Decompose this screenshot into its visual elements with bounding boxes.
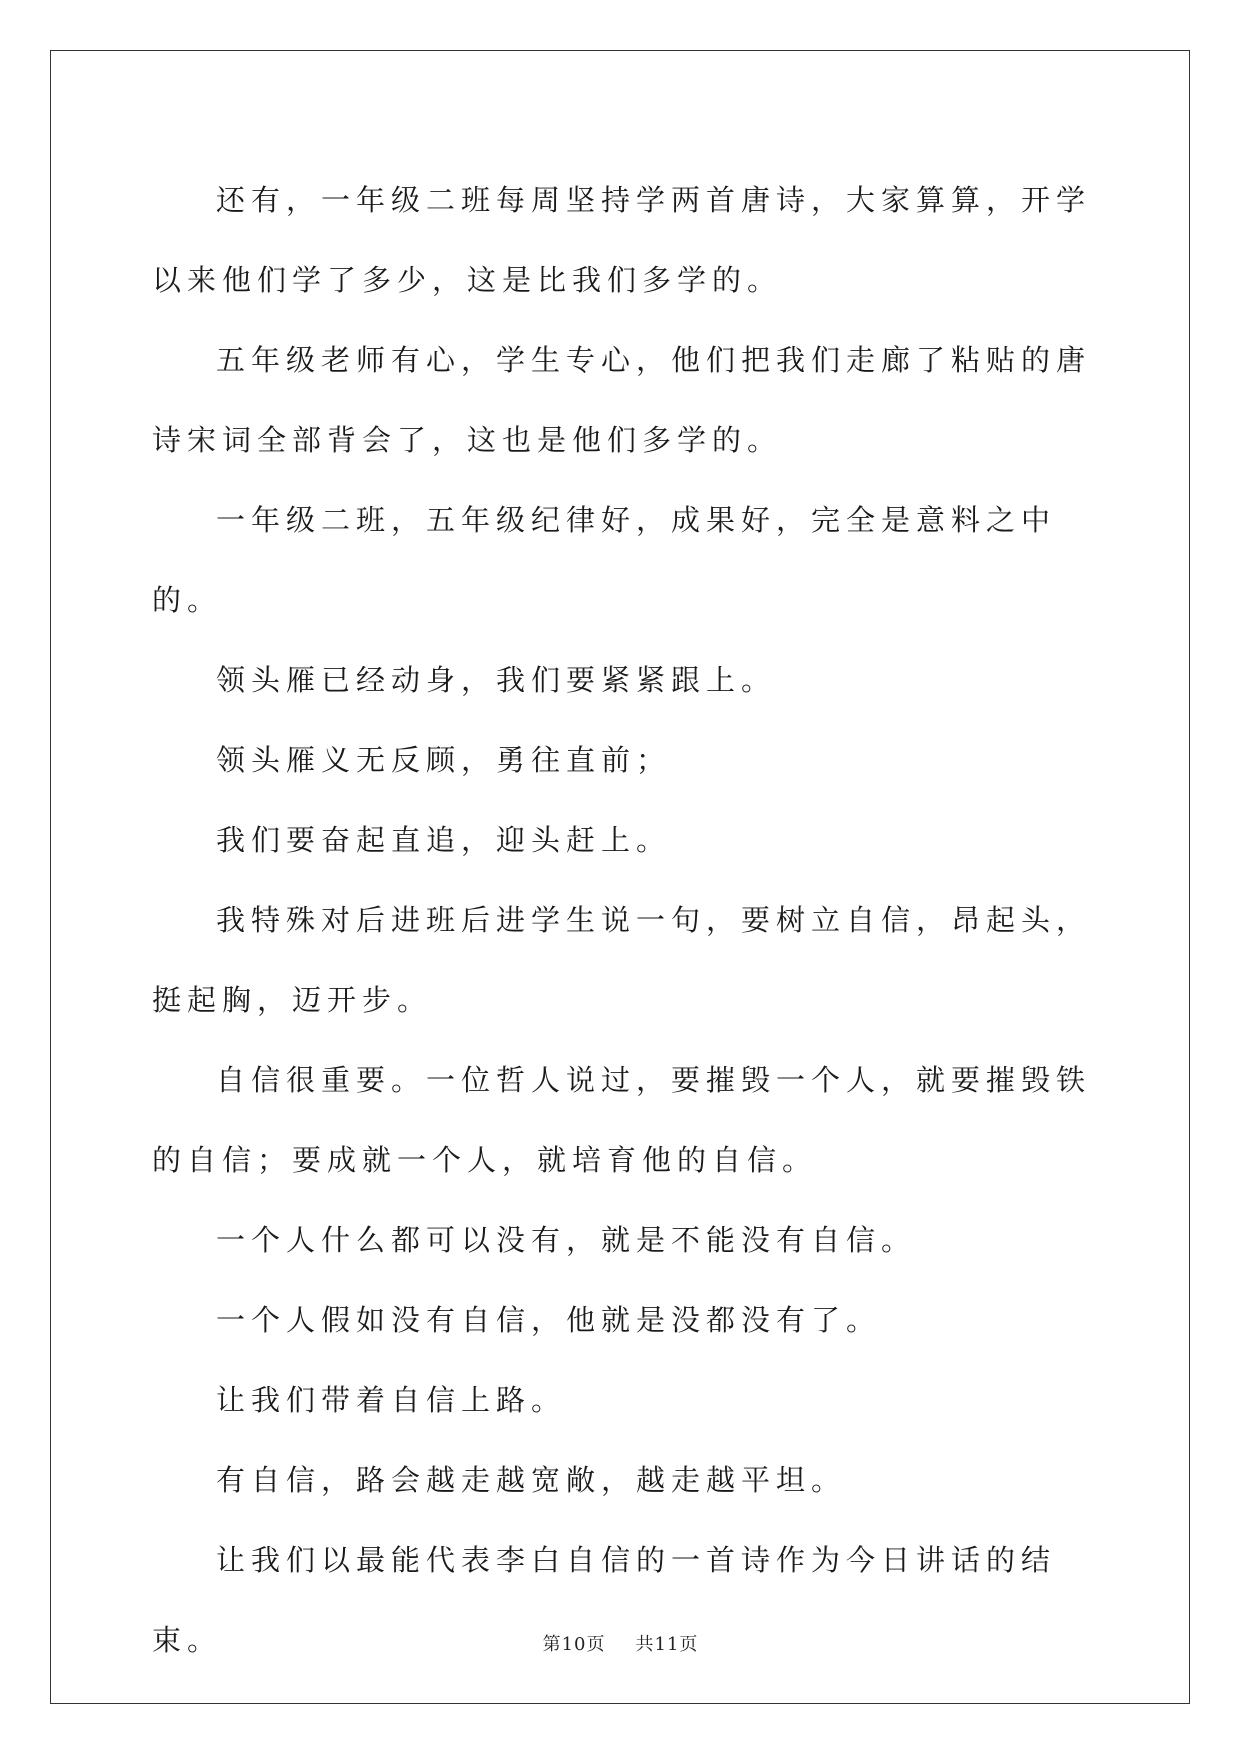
paragraph: 领头雁义无反顾，勇往直前； [216, 743, 672, 777]
current-page-label: 第10页 [542, 1634, 606, 1655]
paragraph: 一个人什么都可以没有，就是不能没有自信。 [216, 1223, 917, 1257]
total-pages-label: 共11页 [635, 1634, 699, 1655]
paragraph: 五年级老师有心，学生专心，他们把我们走廊了粘贴的唐诗宋词全部背会了，这也是他们多学的。 [152, 343, 1092, 457]
paragraph: 让我们带着自信上路。 [216, 1383, 567, 1417]
paragraph: 让我们以最能代表李白自信的一首诗作为今日讲话的结束。 [152, 1543, 1057, 1657]
paragraph: 一年级二班，五年级纪律好，成果好，完全是意料之中的。 [152, 503, 1057, 617]
document-body [152, 160, 1092, 1680]
paragraph: 我特殊对后进班后进学生说一句，要树立自信，昂起头，挺起胸，迈开步。 [152, 903, 1092, 1017]
paragraph: 领头雁已经动身，我们要紧紧跟上。 [216, 663, 777, 697]
paragraph: 我们要奋起直追，迎头赶上。 [216, 823, 672, 857]
paragraph: 有自信，路会越走越宽敞，越走越平坦。 [216, 1463, 847, 1497]
paragraph: 还有，一年级二班每周坚持学两首唐诗，大家算算，开学以来他们学了多少，这是比我们多学的。 [152, 183, 1092, 297]
page-footer [0, 1630, 1241, 1656]
paragraph: 一个人假如没有自信，他就是没都没有了。 [216, 1303, 882, 1337]
paragraph: 自信很重要。一位哲人说过，要摧毁一个人，就要摧毁铁的自信；要成就一个人，就培育他的自信。 [152, 1063, 1092, 1177]
